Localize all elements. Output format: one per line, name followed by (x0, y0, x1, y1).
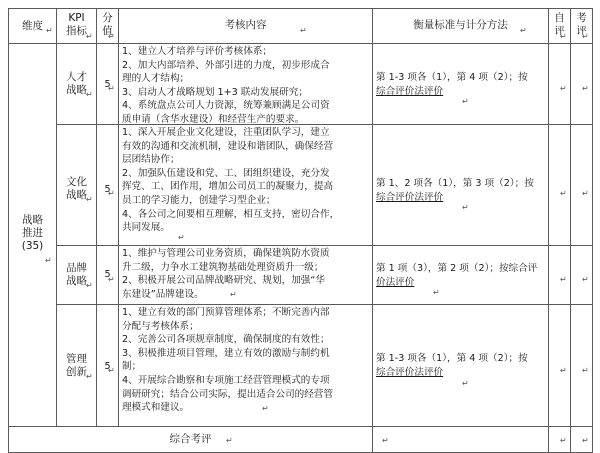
kpi-line1: 管理 (66, 353, 87, 365)
weight-value: 5 (104, 79, 111, 90)
content-line: 共同发展。 (122, 222, 170, 234)
standard-line: 综合评价法评价 (376, 85, 444, 97)
content-line: 质申请（含华水建设）和经营生产的要求。 (122, 113, 305, 125)
weight-value: 5 (104, 184, 111, 195)
column-divider (372, 8, 373, 453)
content-line: 东建设”品牌建设。 (122, 288, 204, 300)
header-weight-line2: 值 (102, 25, 113, 37)
content-line: 2、积极开展公司品牌战略研究、规划，加强“华 (122, 275, 325, 287)
paragraph-mark-icon (582, 367, 589, 375)
header-standard-label: 衡量标准与计分方法 (413, 19, 508, 31)
content-line: 有效的沟通和交流机制，建设和谐团队，确保经营 (122, 140, 334, 152)
kpi-line2: 战略 (66, 84, 87, 96)
content-line: 制； (122, 361, 142, 373)
content-cell (122, 247, 370, 301)
header-kpi-line1: KPI (68, 12, 85, 24)
paragraph-mark-icon (262, 405, 269, 413)
content-line: 1、维护与管理公司业务资质，确保建筑防水资质 (122, 248, 330, 259)
paragraph-mark-icon (582, 33, 589, 41)
content-line: 理模式和建议。 (122, 402, 190, 414)
header-self-line2: 评 (554, 25, 565, 37)
table-border-right (592, 8, 593, 453)
standard-line: 价法评价 (376, 276, 415, 288)
content-line: 3、启动人才战略规划 1+3 联动发展研究； (122, 86, 308, 98)
paragraph-mark-icon (226, 437, 233, 445)
content-line: 1、建立有效的部门预算管理体系；不断完善内部 (122, 307, 330, 318)
paragraph-mark-icon (560, 190, 567, 198)
paragraph-mark-icon (520, 27, 527, 35)
content-line: 挥党、工、团作用，增加公司员工的凝聚力，提高 (122, 181, 334, 193)
column-divider (548, 8, 549, 453)
paragraph-mark-icon (560, 276, 567, 284)
paragraph-mark-icon (582, 85, 589, 93)
kpi-line2: 创新 (66, 366, 87, 378)
paragraph-mark-icon (230, 291, 237, 299)
paragraph-mark-icon (108, 85, 115, 93)
kpi-line1: 文化 (66, 176, 87, 188)
content-line: 分配与考核体系； (122, 320, 199, 332)
paragraph-mark-icon (433, 289, 440, 297)
paragraph-mark-icon (382, 437, 389, 445)
dimension-cell (9, 214, 56, 253)
weight-value: 5 (104, 361, 111, 372)
row-divider (8, 426, 592, 427)
dimension-line3: (35) (21, 240, 44, 252)
summary-label-text: 综合考评 (169, 433, 212, 445)
paragraph-mark-icon (300, 27, 307, 35)
standard-line: 第 1 项（3），第 2 项（2）；按综合评 (376, 263, 538, 274)
paragraph-mark-icon (46, 27, 53, 35)
content-cell (122, 45, 370, 127)
paragraph-mark-icon (462, 204, 469, 212)
content-line: 调研研究；结合公司实际，提出适合公司的经营管 (122, 388, 334, 400)
content-line: 2、加强队伍建设和党、工、团组织建设，充分发 (122, 167, 330, 179)
paragraph-mark-icon (582, 276, 589, 284)
dimension-line1: 战略 (22, 214, 43, 226)
paragraph-mark-icon (462, 380, 469, 388)
paragraph-mark-icon (560, 85, 567, 93)
row-divider (56, 304, 592, 305)
kpi-line1: 人才 (66, 71, 87, 83)
paragraph-mark-icon (86, 373, 93, 381)
content-cell (122, 306, 370, 415)
content-line: 1、建立人才培养与评价考核体系； (122, 46, 273, 57)
column-divider (570, 8, 571, 453)
paragraph-mark-icon (45, 257, 52, 265)
header-content-label: 考核内容 (224, 19, 267, 31)
paragraph-mark-icon (86, 33, 93, 41)
standard-line: 第 1-3 项各（1），第 4 项（2）；按 (376, 72, 528, 83)
paragraph-mark-icon (86, 196, 93, 204)
content-line: 员工的学习能力，创建学习型企业； (122, 194, 276, 206)
content-line: 层团结协作； (122, 154, 180, 166)
header-exam-line1: 考 (576, 12, 587, 24)
column-divider (118, 8, 119, 426)
paragraph-mark-icon (560, 437, 567, 445)
content-line: 2、加大内部培养、外部引进的力度，初步形成合 (122, 59, 330, 71)
standard-cell (376, 177, 546, 204)
standard-cell (376, 352, 546, 379)
paragraph-mark-icon (108, 190, 115, 198)
content-line: 2、完善公司各项规章制度，确保制度的有效性； (122, 334, 330, 346)
paragraph-mark-icon (560, 33, 567, 41)
paragraph-mark-icon (582, 190, 589, 198)
content-line: 升二级，力争水工建筑物基础处理资质升一级； (122, 261, 324, 273)
content-line: 4、开展综合勘察和专项施工经营管理模式的专项 (122, 374, 330, 386)
standard-line: 第 1、2 项各（1），第 3 项（2）；按 (376, 178, 534, 189)
kpi-line2: 战略 (66, 189, 87, 201)
header-exam-line2: 评 (576, 25, 587, 37)
content-cell (122, 126, 370, 235)
paragraph-mark-icon (178, 234, 185, 242)
content-line: 4、各公司之间要相互理解，相互支持，密切合作， (122, 208, 340, 220)
standard-line: 综合评价法评价 (376, 366, 444, 378)
header-dimension-label: 维度 (22, 20, 43, 32)
paragraph-mark-icon (560, 367, 567, 375)
header-content (119, 19, 372, 32)
paragraph-mark-icon (86, 282, 93, 290)
paragraph-mark-icon (108, 367, 115, 375)
summary-label (9, 433, 372, 446)
paragraph-mark-icon (108, 276, 115, 284)
header-weight-line1: 分 (102, 12, 113, 24)
paragraph-mark-icon (462, 98, 469, 106)
kpi-line1: 品牌 (66, 262, 87, 274)
paragraph-mark-icon (582, 437, 589, 445)
standard-line: 综合评价法评价 (376, 191, 444, 203)
standard-cell (376, 262, 546, 289)
standard-line: 第 1-3 项各（1），第 4 项（2）；按 (376, 353, 528, 364)
content-line: 4、系统盘点公司人力资源，统筹兼顾满足公司资 (122, 100, 330, 112)
paragraph-mark-icon (108, 33, 115, 41)
standard-cell (376, 71, 546, 98)
row-divider (56, 245, 592, 246)
weight-value: 5 (104, 269, 111, 280)
content-line: 3、积极推进项目管理，建立有效的激励与制约机 (122, 347, 330, 359)
header-kpi-line2: 指标 (66, 25, 87, 37)
content-line: 1、深入开展企业文化建设，注重团队学习，建立 (122, 127, 330, 138)
paragraph-mark-icon (86, 91, 93, 99)
kpi-line2: 战略 (66, 275, 87, 287)
content-line: 理的人才结构； (122, 73, 190, 85)
dimension-line2: 推进 (22, 227, 43, 239)
header-self-line1: 自 (554, 12, 565, 24)
